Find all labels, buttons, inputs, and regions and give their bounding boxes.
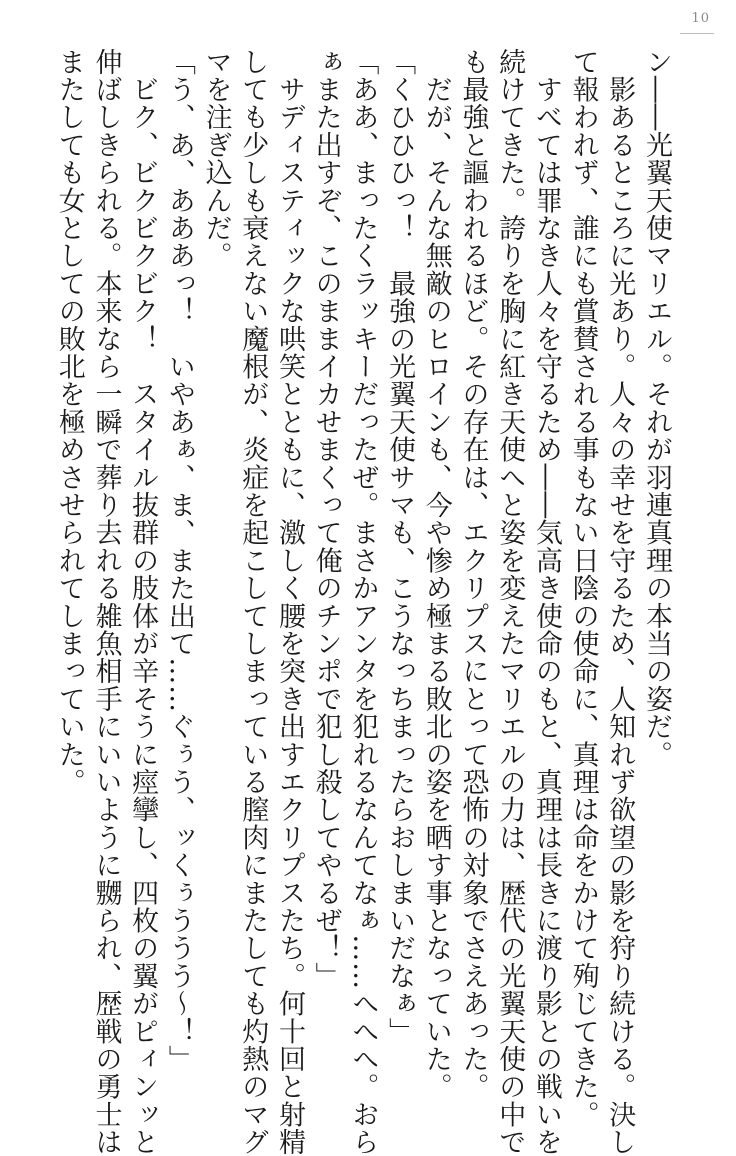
text-line: だが、そんな無敵のヒロインも、今や惨め極まる敗北の姿を晒す事となっていた。 bbox=[420, 48, 452, 1101]
body-text bbox=[53, 48, 674, 1156]
text-line: 影あるところに光あり。人々の幸せを守るため、人知れず欲望の影を狩り続ける。決し bbox=[604, 48, 636, 1156]
text-line: 伸ばしきられる。本来なら一瞬で葬り去れる雑魚相手にいいように嬲られ、歴戦の勇士は bbox=[90, 48, 122, 1156]
page-number-rule bbox=[680, 33, 714, 34]
text-line: 「ああ、まったくラッキーだったぜ。まさかアンタを犯れるなんてなぁ……へへへ。おら bbox=[347, 48, 379, 1156]
text-line: すべては罪なき人々を守るため――気高き使命のもと、真理は長きに渡り影との戦いを bbox=[530, 48, 562, 1156]
text-line: て報われず、誰にも賞賛される事もない日陰の使命に、真理は命をかけて殉じてきた。 bbox=[567, 48, 599, 1129]
text-line: しても少しも衰えない魔根が、炎症を起こしてしまっている膣肉にまたしても灼熱のマグ bbox=[237, 48, 269, 1156]
page-number: 10 bbox=[691, 11, 710, 26]
text-line: ぁまた出すぞ、このままイカせまくって俺のチンポで犯し殺してやるぜ！」 bbox=[310, 48, 342, 990]
text-line: ン――光翼天使マリエル。それが羽連真理の本当の姿だ。 bbox=[641, 48, 672, 769]
text-line: も最強と謳われるほど。その存在は、エクリプスにとって恐怖の対象でさえあった。 bbox=[457, 48, 489, 1101]
text-line: サディスティックな哄笑とともに、激しく腰を突き出すエクリプスたち。何十回と射精 bbox=[273, 48, 305, 1156]
text-line: 続けてきた。誇りを胸に紅き天使へと姿を変えたマリエルの力は、歴代の光翼天使の中で bbox=[494, 48, 526, 1156]
text-line: マを注ぎ込んだ。 bbox=[200, 48, 232, 270]
text-line: ビク、ビクビクビク！ スタイル抜群の肢体が辛そうに痙攣し、四枚の翼がピィンッと bbox=[127, 48, 159, 1156]
text-line: 「くひひひっ！ 最強の光翼天使サマも、こうなっちまったらおしまいだなぁ」 bbox=[384, 48, 416, 1046]
text-line: またしても女としての敗北を極めさせられてしまっていた。 bbox=[53, 48, 85, 796]
text-line: 「う、あ、あああっ！ いやあぁ、ま、また出て……ぐぅう、ッくぅううう～！」 bbox=[163, 48, 195, 1073]
